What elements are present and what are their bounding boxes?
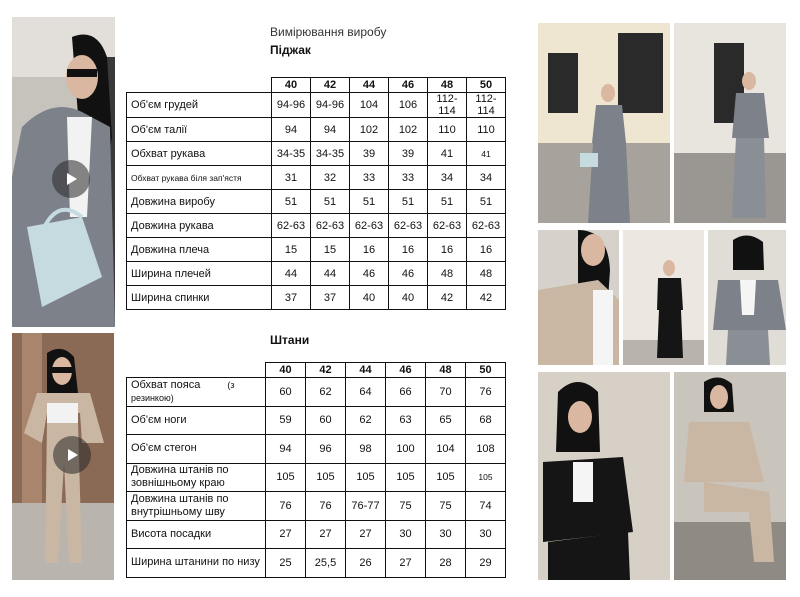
size-header: 42 xyxy=(306,363,346,378)
cell-value: 27 xyxy=(346,520,386,549)
table-corner-cell xyxy=(127,363,266,378)
table-row xyxy=(127,118,506,142)
cell-value: 42 xyxy=(467,286,506,310)
table-corner-cell xyxy=(127,78,272,93)
table-header-row xyxy=(127,78,506,93)
cell-value: 112-114 xyxy=(467,93,506,118)
cell-value: 41 xyxy=(467,142,506,166)
table-row xyxy=(127,492,506,521)
size-header: 46 xyxy=(386,363,426,378)
cell-value: 63 xyxy=(386,406,426,435)
cell-value: 62 xyxy=(346,406,386,435)
cell-value: 105 xyxy=(266,463,306,492)
table-row xyxy=(127,190,506,214)
photo-grey-suit-stairs xyxy=(674,23,786,223)
cell-value: 65 xyxy=(426,406,466,435)
cell-value: 75 xyxy=(386,492,426,521)
cell-value: 44 xyxy=(272,262,311,286)
size-header: 42 xyxy=(311,78,350,93)
pants-section-title: Штани xyxy=(270,333,310,347)
cell-value: 37 xyxy=(311,286,350,310)
cell-value: 104 xyxy=(426,435,466,464)
cell-value: 62-63 xyxy=(311,214,350,238)
pants-size-table xyxy=(126,362,506,578)
row-label-text: Обхват пояса xyxy=(131,378,201,391)
photo-black-suit-street xyxy=(623,230,704,365)
cell-value: 16 xyxy=(428,238,467,262)
play-video-icon[interactable] xyxy=(53,436,91,474)
cell-value: 105 xyxy=(306,463,346,492)
row-label: Довжина рукава xyxy=(127,214,272,238)
size-header: 40 xyxy=(266,363,306,378)
table-row xyxy=(127,214,506,238)
cell-value: 108 xyxy=(466,435,506,464)
cell-value: 60 xyxy=(266,378,306,407)
cell-value: 94-96 xyxy=(311,93,350,118)
cell-value: 15 xyxy=(272,238,311,262)
row-label: Ширина плечей xyxy=(127,262,272,286)
cell-value: 34 xyxy=(467,166,506,190)
table-row xyxy=(127,142,506,166)
row-label: Об'єм стегон xyxy=(127,435,266,464)
cell-value: 34-35 xyxy=(272,142,311,166)
cell-value: 94-96 xyxy=(272,93,311,118)
cell-value: 46 xyxy=(350,262,389,286)
cell-value: 76 xyxy=(266,492,306,521)
cell-value: 60 xyxy=(306,406,346,435)
row-label: Висота посадки xyxy=(127,520,266,549)
size-header: 46 xyxy=(389,78,428,93)
cell-value: 62-63 xyxy=(428,214,467,238)
cell-value: 16 xyxy=(389,238,428,262)
row-label: Обхват рукава xyxy=(127,142,272,166)
cell-value: 66 xyxy=(386,378,426,407)
cell-value: 34-35 xyxy=(311,142,350,166)
cell-value: 25 xyxy=(266,549,306,578)
cell-value: 51 xyxy=(467,190,506,214)
cell-value: 15 xyxy=(311,238,350,262)
cell-value: 62 xyxy=(306,378,346,407)
table-row xyxy=(127,286,506,310)
table-row xyxy=(127,549,506,578)
photo-black-suit-closeup xyxy=(538,372,670,580)
cell-value: 94 xyxy=(272,118,311,142)
cell-value: 51 xyxy=(272,190,311,214)
jacket-size-table xyxy=(126,77,506,310)
photo-beige-jacket-closeup xyxy=(538,230,619,365)
cell-value: 27 xyxy=(386,549,426,578)
cell-value: 33 xyxy=(389,166,428,190)
table-row xyxy=(127,435,506,464)
size-header: 40 xyxy=(272,78,311,93)
cell-value: 105 xyxy=(426,463,466,492)
cell-value: 26 xyxy=(346,549,386,578)
row-label: Об'єм ноги xyxy=(127,406,266,435)
cell-value: 46 xyxy=(389,262,428,286)
cell-value: 100 xyxy=(386,435,426,464)
cell-value: 102 xyxy=(350,118,389,142)
cell-value: 16 xyxy=(350,238,389,262)
cell-value: 102 xyxy=(389,118,428,142)
cell-value: 31 xyxy=(272,166,311,190)
page-title: Вимірювання виробу xyxy=(270,25,387,39)
cell-value: 112-114 xyxy=(428,93,467,118)
cell-value: 104 xyxy=(350,93,389,118)
size-header: 50 xyxy=(466,363,506,378)
cell-value: 30 xyxy=(466,520,506,549)
table-row xyxy=(127,378,506,407)
play-video-icon[interactable] xyxy=(52,160,90,198)
cell-value: 30 xyxy=(426,520,466,549)
cell-value: 96 xyxy=(306,435,346,464)
cell-value: 76 xyxy=(306,492,346,521)
cell-value: 51 xyxy=(350,190,389,214)
size-header: 50 xyxy=(467,78,506,93)
cell-value: 34 xyxy=(428,166,467,190)
cell-value: 48 xyxy=(428,262,467,286)
cell-value: 94 xyxy=(266,435,306,464)
cell-value: 105 xyxy=(346,463,386,492)
table-row xyxy=(127,406,506,435)
cell-value: 75 xyxy=(426,492,466,521)
table-header-row xyxy=(127,363,506,378)
cell-value: 68 xyxy=(466,406,506,435)
row-label: Об'єм грудей xyxy=(127,93,272,118)
jacket-section-title: Піджак xyxy=(270,43,311,57)
row-label: Обхват рукава біля зап'ястя xyxy=(127,166,272,190)
cell-value: 76 xyxy=(466,378,506,407)
row-label: Ширина спинки xyxy=(127,286,272,310)
cell-value: 76-77 xyxy=(346,492,386,521)
cell-value: 98 xyxy=(346,435,386,464)
size-header: 48 xyxy=(426,363,466,378)
cell-value: 44 xyxy=(311,262,350,286)
row-label: Об'єм талії xyxy=(127,118,272,142)
cell-value: 64 xyxy=(346,378,386,407)
table-row xyxy=(127,463,506,492)
cell-value: 39 xyxy=(350,142,389,166)
video-thumbnail-beige-suit[interactable] xyxy=(12,333,114,580)
photo-beige-suit-sitting xyxy=(674,372,786,580)
cell-value: 27 xyxy=(306,520,346,549)
row-label: Довжина плеча xyxy=(127,238,272,262)
cell-value: 33 xyxy=(350,166,389,190)
cell-value: 32 xyxy=(311,166,350,190)
cell-value: 94 xyxy=(311,118,350,142)
cell-value: 28 xyxy=(426,549,466,578)
row-label: Довжина виробу xyxy=(127,190,272,214)
cell-value: 48 xyxy=(467,262,506,286)
size-header: 44 xyxy=(346,363,386,378)
cell-value: 29 xyxy=(466,549,506,578)
size-header: 44 xyxy=(350,78,389,93)
cell-value: 110 xyxy=(428,118,467,142)
table-row xyxy=(127,262,506,286)
photo-grey-jacket-closeup xyxy=(708,230,786,365)
cell-value: 25,5 xyxy=(306,549,346,578)
row-label: Довжина штанів по внутрішньому шву xyxy=(127,492,266,521)
row-label: Ширина штанини по низу xyxy=(127,549,266,578)
table-row xyxy=(127,520,506,549)
row-label-note: (з резинкою) xyxy=(131,379,235,403)
cell-value: 74 xyxy=(466,492,506,521)
cell-value: 27 xyxy=(266,520,306,549)
cell-value: 40 xyxy=(350,286,389,310)
row-label: Довжина штанів по зовнішньому краю xyxy=(127,463,266,492)
cell-value: 62-63 xyxy=(350,214,389,238)
cell-value: 51 xyxy=(428,190,467,214)
cell-value: 59 xyxy=(266,406,306,435)
video-thumbnail-grey-suit[interactable] xyxy=(12,17,115,327)
table-row xyxy=(127,238,506,262)
row-label xyxy=(127,378,266,407)
cell-value: 62-63 xyxy=(467,214,506,238)
cell-value: 42 xyxy=(428,286,467,310)
cell-value: 16 xyxy=(467,238,506,262)
cell-value: 37 xyxy=(272,286,311,310)
cell-value: 62-63 xyxy=(272,214,311,238)
cell-value: 51 xyxy=(311,190,350,214)
cell-value: 51 xyxy=(389,190,428,214)
cell-value: 40 xyxy=(389,286,428,310)
cell-value: 70 xyxy=(426,378,466,407)
cell-value: 106 xyxy=(389,93,428,118)
cell-value: 39 xyxy=(389,142,428,166)
cell-value: 105 xyxy=(386,463,426,492)
photo-grey-suit-street xyxy=(538,23,670,223)
size-header: 48 xyxy=(428,78,467,93)
cell-value: 41 xyxy=(428,142,467,166)
cell-value: 62-63 xyxy=(389,214,428,238)
cell-value: 30 xyxy=(386,520,426,549)
cell-value: 105 xyxy=(466,463,506,492)
table-row xyxy=(127,93,506,118)
cell-value: 110 xyxy=(467,118,506,142)
table-row xyxy=(127,166,506,190)
